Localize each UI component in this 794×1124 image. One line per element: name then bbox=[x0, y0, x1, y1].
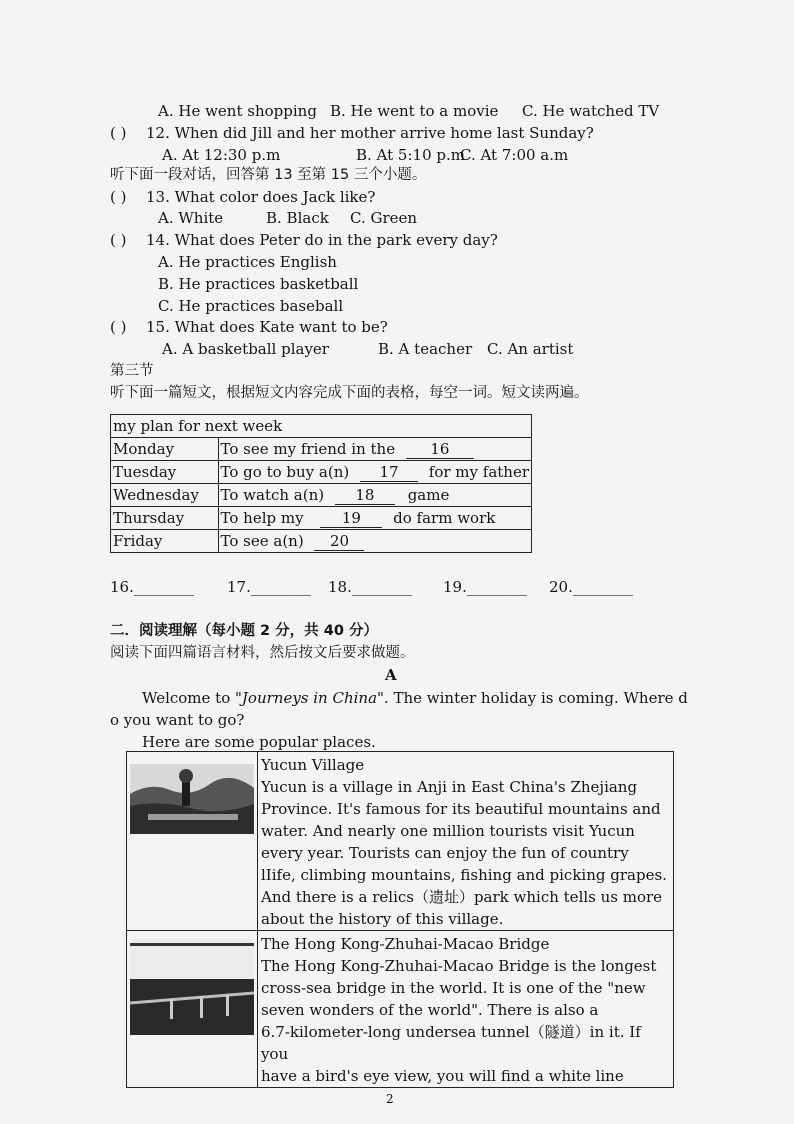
table-row bbox=[111, 484, 532, 507]
place-photo-cell bbox=[127, 931, 258, 1088]
q12-option-b: B. At 5:10 p.m bbox=[356, 146, 465, 164]
table-row bbox=[111, 507, 532, 530]
plan-task bbox=[218, 484, 531, 507]
q13-option-c: C. Green bbox=[350, 209, 418, 227]
place-line: The Hong Kong-Zhuhai-Macao Bridge is the longest bbox=[261, 957, 657, 975]
answer-blank-17[interactable]: 17.________ bbox=[227, 578, 311, 596]
q15-option-c: C. An artist bbox=[487, 340, 574, 358]
q15-answer-paren: ( ) bbox=[110, 318, 127, 336]
q13-question: 13. What color does Jack like? bbox=[146, 188, 376, 206]
village-photo bbox=[130, 764, 254, 834]
places-table bbox=[126, 751, 674, 1088]
plan-day: Tuesday bbox=[111, 461, 219, 484]
plan-task bbox=[218, 461, 531, 484]
task-text-after: do farm work bbox=[393, 508, 496, 527]
passage-intro bbox=[142, 688, 688, 708]
task-text: To see my friend in the bbox=[220, 439, 396, 458]
plan-day: Thursday bbox=[111, 507, 219, 530]
q15-option-a: A. A basketball player bbox=[162, 340, 329, 358]
answer-blank-19[interactable]: 19.________ bbox=[443, 578, 527, 596]
q14-answer-paren: ( ) bbox=[110, 231, 127, 249]
q15-option-b: B. A teacher bbox=[378, 340, 473, 358]
passage-label: A bbox=[385, 666, 397, 684]
table-row bbox=[127, 752, 674, 931]
q11-option-c: C. He watched TV bbox=[522, 102, 660, 120]
q12-question: 12. When did Jill and her mother arrive home last Sunday? bbox=[146, 124, 594, 142]
q13-option-a: A. White bbox=[158, 209, 224, 227]
task-text-after: for my father bbox=[428, 462, 529, 481]
q11-option-b: B. He went to a movie bbox=[330, 102, 499, 120]
place-line: lIife, climbing mountains, fishing and picking grapes. bbox=[261, 866, 667, 884]
q13-option-b: B. Black bbox=[266, 209, 329, 227]
fill-blank-17[interactable]: 17 bbox=[360, 463, 418, 482]
intro-post: ". The winter holiday is coming. Where d bbox=[377, 689, 688, 707]
q14-option-b: B. He practices basketball bbox=[158, 275, 359, 293]
q11-option-a: A. He went shopping bbox=[158, 102, 317, 120]
plan-task bbox=[218, 438, 531, 461]
instruction-13-15: 听下面一段对话，回答第 13 至第 15 三个小题。 bbox=[110, 167, 427, 183]
reading-heading: 二．阅读理解（每小题 2 分，共 40 分） bbox=[110, 623, 378, 639]
intro-pre: Welcome to " bbox=[142, 689, 242, 707]
fill-blank-18[interactable]: 18 bbox=[335, 486, 395, 505]
place-line: seven wonders of the world". There is also a bbox=[261, 1001, 599, 1019]
table-row bbox=[111, 530, 532, 553]
reading-instruction: 阅读下面四篇语言材料，然后按文后要求做题。 bbox=[110, 645, 415, 661]
place-title: Yucun Village bbox=[261, 756, 365, 774]
place-line: cross-sea bridge in the world. It is one of the "new bbox=[261, 979, 646, 997]
place-line: water. And nearly one million tourists visit Yucun bbox=[261, 822, 635, 840]
plan-day: Wednesday bbox=[111, 484, 219, 507]
place-line: Yucun is a village in Anji in East China's Zhejiang bbox=[261, 778, 638, 796]
answer-blank-18[interactable]: 18.________ bbox=[328, 578, 412, 596]
plan-task bbox=[218, 530, 531, 553]
page-number: 2 bbox=[386, 1092, 394, 1106]
place-text-cell bbox=[258, 931, 674, 1088]
q14-option-c: C. He practices baseball bbox=[158, 297, 344, 315]
section3-heading: 第三节 bbox=[110, 363, 154, 379]
plan-task bbox=[218, 507, 531, 530]
task-text: To watch a(n) bbox=[220, 485, 325, 504]
plan-day: Monday bbox=[111, 438, 219, 461]
answer-blank-20[interactable]: 20.________ bbox=[549, 578, 633, 596]
place-photo-cell bbox=[127, 752, 258, 931]
plan-day: Friday bbox=[111, 530, 219, 553]
q14-option-a: A. He practices English bbox=[158, 253, 337, 271]
place-title: The Hong Kong-Zhuhai-Macao Bridge bbox=[261, 935, 550, 953]
table-row bbox=[111, 461, 532, 484]
answer-blank-16[interactable]: 16.________ bbox=[110, 578, 194, 596]
task-text: To help my bbox=[220, 508, 304, 527]
q15-question: 15. What does Kate want to be? bbox=[146, 318, 388, 336]
passage-intro-line3: Here are some popular places. bbox=[142, 733, 376, 751]
task-text-after: game bbox=[407, 485, 450, 504]
table-row bbox=[127, 931, 674, 1088]
place-line: 6.7-kilometer-long undersea tunnel（隧道）in it. If you bbox=[261, 1023, 641, 1063]
passage-intro-line2: o you want to go? bbox=[110, 711, 245, 729]
fill-blank-19[interactable]: 19 bbox=[320, 509, 382, 528]
q12-option-c: C. At 7:00 a.m bbox=[460, 146, 569, 164]
place-text-cell bbox=[258, 752, 674, 931]
task-text: To go to buy a(n) bbox=[220, 462, 350, 481]
q13-answer-paren: ( ) bbox=[110, 188, 127, 206]
place-line: every year. Tourists can enjoy the fun of country bbox=[261, 844, 629, 862]
table-row bbox=[111, 438, 532, 461]
intro-title: Journeys in China bbox=[241, 689, 378, 707]
fill-blank-20[interactable]: 20 bbox=[314, 532, 364, 551]
plan-table bbox=[110, 414, 532, 553]
place-line: about the history of this village. bbox=[261, 910, 504, 928]
bridge-photo bbox=[130, 939, 254, 1035]
q12-option-a: A. At 12:30 p.m bbox=[162, 146, 281, 164]
q14-question: 14. What does Peter do in the park every day? bbox=[146, 231, 498, 249]
place-line: have a bird's eye view, you will find a white line bbox=[261, 1067, 624, 1085]
place-line: Province. It's famous for its beautiful mountains and bbox=[261, 800, 661, 818]
plan-table-title: my plan for next week bbox=[111, 415, 532, 438]
q12-answer-paren: ( ) bbox=[110, 124, 127, 142]
task-text: To see a(n) bbox=[220, 531, 304, 550]
section3-instruction: 听下面一篇短文，根据短文内容完成下面的表格，每空一词。短文读两遍。 bbox=[110, 385, 589, 401]
fill-blank-16[interactable]: 16 bbox=[406, 440, 474, 459]
place-line: And there is a relics（遗址）park which tells us more bbox=[261, 888, 663, 906]
